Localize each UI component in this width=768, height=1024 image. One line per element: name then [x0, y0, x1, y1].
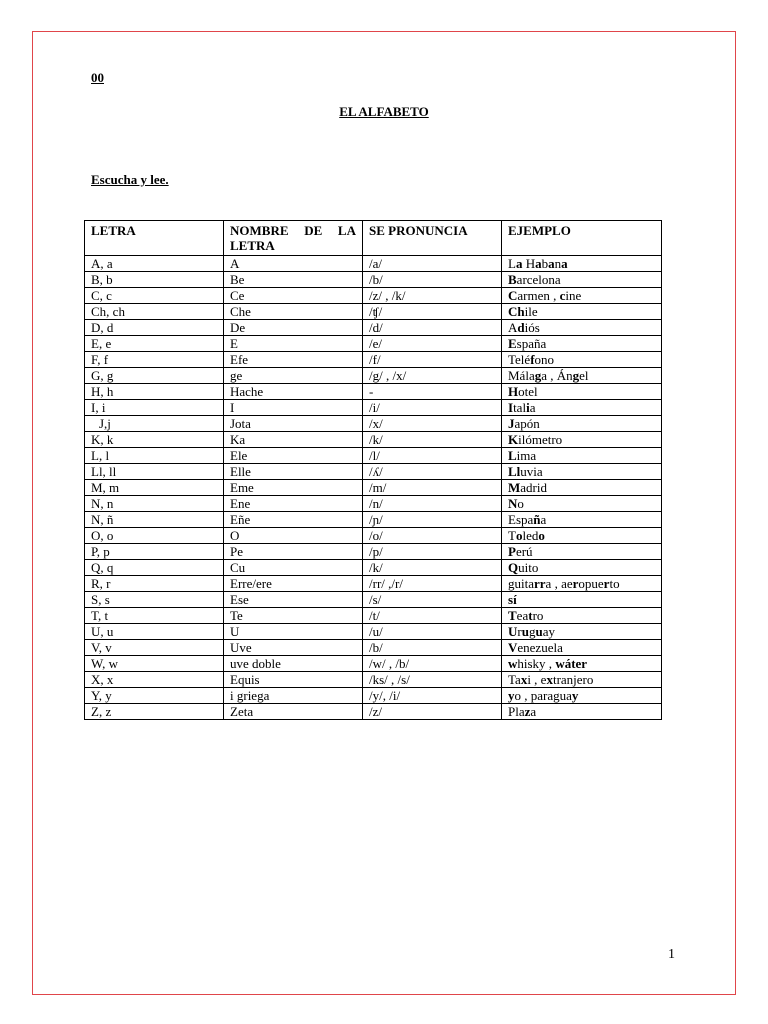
example-highlight: rr — [534, 576, 546, 591]
cell-letra: Z, z — [85, 704, 224, 720]
cell-ejemplo — [502, 320, 662, 336]
table-row — [85, 592, 662, 608]
cell-nombre: Cu — [224, 560, 363, 576]
cell-ejemplo — [502, 512, 662, 528]
example-highlight: K — [508, 432, 519, 447]
example-text: tranjero — [552, 672, 594, 687]
example-text: Mála — [508, 368, 535, 383]
example-highlight: a — [515, 256, 523, 271]
example-text: A — [508, 320, 518, 335]
cell-letra: U, u — [85, 624, 224, 640]
table-row — [85, 464, 662, 480]
example-text: led — [522, 528, 539, 543]
example-highlight: o — [538, 528, 545, 543]
table-row — [85, 416, 662, 432]
cell-pronuncia: /k/ — [363, 560, 502, 576]
example-text: a — [540, 512, 547, 527]
cell-ejemplo — [502, 432, 662, 448]
cell-ejemplo — [502, 544, 662, 560]
cell-ejemplo — [502, 416, 662, 432]
cell-nombre: Ene — [224, 496, 363, 512]
cell-letra: W, w — [85, 656, 224, 672]
alphabet-table — [84, 220, 662, 720]
example-text: enezuela — [517, 640, 563, 655]
cell-nombre: Ele — [224, 448, 363, 464]
cell-ejemplo — [502, 352, 662, 368]
cell-ejemplo — [502, 672, 662, 688]
example-highlight: t — [528, 608, 533, 623]
table-row — [85, 640, 662, 656]
table-row — [85, 384, 662, 400]
cell-pronuncia: /k/ — [363, 432, 502, 448]
cell-ejemplo — [502, 704, 662, 720]
cell-ejemplo — [502, 624, 662, 640]
example-text: n — [554, 256, 562, 271]
table-row — [85, 512, 662, 528]
alphabet-table-body — [85, 256, 662, 720]
cell-letra: P, p — [85, 544, 224, 560]
example-text: Pla — [508, 704, 525, 719]
cell-letra: K, k — [85, 432, 224, 448]
cell-pronuncia: /y/, /i/ — [363, 688, 502, 704]
example-text: H — [522, 256, 536, 271]
example-highlight: z — [524, 704, 531, 719]
example-highlight: x — [520, 672, 528, 687]
example-text: b — [541, 256, 549, 271]
cell-ejemplo — [502, 608, 662, 624]
table-row — [85, 480, 662, 496]
example-text: ilómetro — [518, 432, 563, 447]
cell-letra: F, f — [85, 352, 224, 368]
example-highlight: s — [508, 592, 514, 607]
example-text: guita — [508, 576, 534, 591]
cell-nombre: A — [224, 256, 363, 272]
table-row — [85, 304, 662, 320]
example-text: a , Án — [541, 368, 573, 383]
page-number: 1 — [668, 947, 675, 962]
example-text: ono — [534, 352, 555, 367]
table-row — [85, 352, 662, 368]
example-highlight: a — [535, 256, 542, 271]
header-nombre: NOMBRE DE LA LETRA — [224, 221, 363, 256]
cell-nombre: Elle — [224, 464, 363, 480]
example-highlight: i — [526, 400, 530, 415]
example-text: ay — [542, 624, 555, 639]
table-row — [85, 624, 662, 640]
example-highlight: L — [508, 448, 517, 463]
cell-letra: C, c — [85, 288, 224, 304]
example-highlight: H — [508, 384, 519, 399]
header-ejemplo: EJEMPLO — [502, 221, 662, 256]
example-highlight: I — [508, 400, 514, 415]
cell-ejemplo — [502, 448, 662, 464]
cell-ejemplo — [502, 560, 662, 576]
table-row — [85, 496, 662, 512]
cell-letra: Ch, ch — [85, 304, 224, 320]
cell-ejemplo — [502, 688, 662, 704]
header-pronuncia: SE PRONUNCIA — [363, 221, 502, 256]
example-highlight: B — [508, 272, 517, 287]
cell-pronuncia: /a/ — [363, 256, 502, 272]
cell-pronuncia: /z/ — [363, 704, 502, 720]
example-text: opue — [578, 576, 604, 591]
cell-pronuncia: /f/ — [363, 352, 502, 368]
table-row — [85, 544, 662, 560]
cell-nombre: Ce — [224, 288, 363, 304]
table-row — [85, 672, 662, 688]
example-highlight: C — [508, 288, 518, 303]
example-text: a , ae — [545, 576, 573, 591]
cell-pronuncia: /l/ — [363, 448, 502, 464]
cell-ejemplo — [502, 272, 662, 288]
example-text: erú — [515, 544, 533, 559]
example-highlight: Ch — [508, 304, 525, 319]
cell-pronuncia: /m/ — [363, 480, 502, 496]
cell-letra: R, r — [85, 576, 224, 592]
table-row — [85, 688, 662, 704]
example-text: ile — [524, 304, 538, 319]
example-highlight: g — [572, 368, 580, 383]
cell-letra: V, v — [85, 640, 224, 656]
cell-pronuncia: /g/ , /x/ — [363, 368, 502, 384]
example-text: armen , — [517, 288, 560, 303]
cell-pronuncia: /ʧ/ — [363, 304, 502, 320]
cell-ejemplo — [502, 528, 662, 544]
instruction-text: Escucha y lee. — [91, 172, 169, 187]
example-text: uito — [518, 560, 539, 575]
table-row — [85, 560, 662, 576]
table-row — [85, 528, 662, 544]
example-highlight: f — [530, 352, 535, 367]
example-text: ea — [516, 608, 529, 623]
cell-pronuncia: /rr/ ,/r/ — [363, 576, 502, 592]
example-highlight: U — [508, 624, 518, 639]
example-highlight: u — [535, 624, 543, 639]
cell-letra: N, n — [85, 496, 224, 512]
cell-ejemplo — [502, 336, 662, 352]
cell-ejemplo — [502, 656, 662, 672]
example-highlight: J — [508, 416, 515, 431]
cell-letra: H, h — [85, 384, 224, 400]
cell-pronuncia: /e/ — [363, 336, 502, 352]
cell-nombre: De — [224, 320, 363, 336]
cell-pronuncia: /ks/ , /s/ — [363, 672, 502, 688]
table-row — [85, 256, 662, 272]
cell-ejemplo — [502, 368, 662, 384]
cell-nombre: Efe — [224, 352, 363, 368]
cell-letra: Ll, ll — [85, 464, 224, 480]
example-highlight: T — [508, 608, 517, 623]
cell-nombre: Uve — [224, 640, 363, 656]
table-row — [85, 272, 662, 288]
example-highlight: y — [508, 688, 515, 703]
example-highlight: a — [561, 256, 568, 271]
cell-letra: L, l — [85, 448, 224, 464]
example-text: T — [508, 528, 516, 543]
example-text: apón — [514, 416, 540, 431]
cell-ejemplo — [502, 288, 662, 304]
example-highlight: c — [559, 288, 566, 303]
table-row — [85, 704, 662, 720]
example-highlight: E — [508, 336, 517, 351]
cell-pronuncia: /b/ — [363, 640, 502, 656]
example-text: Ta — [508, 672, 521, 687]
table-row — [85, 448, 662, 464]
example-highlight: Ll — [508, 464, 521, 479]
example-text: i , e — [527, 672, 547, 687]
table-row — [85, 608, 662, 624]
cell-nombre: Eme — [224, 480, 363, 496]
cell-pronuncia: /n/ — [363, 496, 502, 512]
cell-letra: O, o — [85, 528, 224, 544]
cell-ejemplo — [502, 576, 662, 592]
cell-pronuncia: /d/ — [363, 320, 502, 336]
header-letra: LETRA — [85, 221, 224, 256]
cell-pronuncia: /w/ , /b/ — [363, 656, 502, 672]
cell-pronuncia: /s/ — [363, 592, 502, 608]
cell-letra: S, s — [85, 592, 224, 608]
cell-pronuncia: /ʎ/ — [363, 464, 502, 480]
page-code: 00 — [91, 70, 104, 85]
cell-pronuncia: /z/ , /k/ — [363, 288, 502, 304]
cell-pronuncia: /b/ — [363, 272, 502, 288]
cell-ejemplo — [502, 464, 662, 480]
cell-nombre: Pe — [224, 544, 363, 560]
example-text: r — [517, 624, 522, 639]
example-text: ro — [532, 608, 544, 623]
cell-nombre: Erre/ere — [224, 576, 363, 592]
example-text: tal — [513, 400, 527, 415]
cell-letra: Y, y — [85, 688, 224, 704]
example-highlight: M — [508, 480, 521, 495]
cell-pronuncia: /x/ — [363, 416, 502, 432]
cell-nombre: Ka — [224, 432, 363, 448]
example-highlight: V — [508, 640, 518, 655]
example-text: a — [530, 704, 537, 719]
cell-pronuncia: /p/ — [363, 544, 502, 560]
table-row — [85, 400, 662, 416]
cell-nombre: i griega — [224, 688, 363, 704]
cell-nombre: Be — [224, 272, 363, 288]
cell-letra: T, t — [85, 608, 224, 624]
table-row — [85, 576, 662, 592]
example-highlight: wáter — [555, 656, 588, 671]
example-text: uvia — [520, 464, 543, 479]
page-title: EL ALFABETO — [339, 104, 429, 119]
cell-letra: N, ñ — [85, 512, 224, 528]
example-highlight: o — [515, 528, 523, 543]
example-text: Espa — [508, 512, 534, 527]
example-text: to — [609, 576, 620, 591]
example-highlight: r — [572, 576, 579, 591]
cell-nombre: Hache — [224, 384, 363, 400]
header-row — [85, 221, 662, 256]
cell-pronuncia: /t/ — [363, 608, 502, 624]
example-highlight: g — [534, 368, 542, 383]
example-text: adrid — [520, 480, 547, 495]
cell-ejemplo — [502, 640, 662, 656]
table-row — [85, 368, 662, 384]
cell-ejemplo — [502, 480, 662, 496]
cell-pronuncia: /u/ — [363, 624, 502, 640]
table-row — [85, 288, 662, 304]
cell-ejemplo — [502, 592, 662, 608]
example-text: a — [529, 400, 536, 415]
cell-nombre: Che — [224, 304, 363, 320]
example-text: hisky , — [517, 656, 556, 671]
cell-nombre: E — [224, 336, 363, 352]
cell-nombre: Te — [224, 608, 363, 624]
alphabet-table-header — [85, 221, 662, 256]
example-text: iós — [524, 320, 540, 335]
table-row — [85, 432, 662, 448]
example-text: spaña — [516, 336, 547, 351]
cell-nombre: U — [224, 624, 363, 640]
cell-nombre: I — [224, 400, 363, 416]
cell-ejemplo — [502, 384, 662, 400]
cell-letra: J,j — [85, 416, 224, 432]
example-text: ine — [565, 288, 582, 303]
example-text: arcelona — [516, 272, 561, 287]
cell-pronuncia: - — [363, 384, 502, 400]
cell-pronuncia: /o/ — [363, 528, 502, 544]
table-row — [85, 320, 662, 336]
cell-letra: M, m — [85, 480, 224, 496]
example-highlight: Q — [508, 560, 519, 575]
example-text: g — [528, 624, 536, 639]
cell-pronuncia: /ɲ/ — [363, 512, 502, 528]
example-highlight: r — [603, 576, 610, 591]
cell-nombre: Zeta — [224, 704, 363, 720]
example-text: otel — [518, 384, 538, 399]
cell-letra: B, b — [85, 272, 224, 288]
example-highlight: x — [546, 672, 553, 687]
example-text: o , paragua — [514, 688, 572, 703]
example-text: ima — [516, 448, 537, 463]
cell-letra: Q, q — [85, 560, 224, 576]
cell-ejemplo — [502, 256, 662, 272]
table-row — [85, 336, 662, 352]
cell-nombre: Ese — [224, 592, 363, 608]
cell-nombre: O — [224, 528, 363, 544]
cell-nombre: Eñe — [224, 512, 363, 528]
cell-letra: G, g — [85, 368, 224, 384]
example-highlight: u — [521, 624, 529, 639]
cell-letra: X, x — [85, 672, 224, 688]
example-text: L — [508, 256, 516, 271]
cell-nombre: uve doble — [224, 656, 363, 672]
cell-letra: A, a — [85, 256, 224, 272]
cell-ejemplo — [502, 304, 662, 320]
cell-nombre: Jota — [224, 416, 363, 432]
example-text: el — [579, 368, 589, 383]
cell-ejemplo — [502, 496, 662, 512]
example-highlight: a — [548, 256, 555, 271]
example-highlight: d — [517, 320, 525, 335]
cell-ejemplo — [502, 400, 662, 416]
table-row — [85, 656, 662, 672]
example-highlight: y — [571, 688, 579, 703]
cell-letra: E, e — [85, 336, 224, 352]
example-text: Telé — [508, 352, 531, 367]
cell-nombre: Equis — [224, 672, 363, 688]
example-highlight: w — [508, 656, 518, 671]
example-text: o — [517, 496, 524, 511]
example-highlight: N — [508, 496, 518, 511]
cell-letra: I, i — [85, 400, 224, 416]
example-highlight: í — [513, 592, 517, 607]
cell-pronuncia: /i/ — [363, 400, 502, 416]
cell-nombre: ge — [224, 368, 363, 384]
example-highlight: P — [508, 544, 516, 559]
cell-letra: D, d — [85, 320, 224, 336]
example-highlight: ñ — [533, 512, 541, 527]
